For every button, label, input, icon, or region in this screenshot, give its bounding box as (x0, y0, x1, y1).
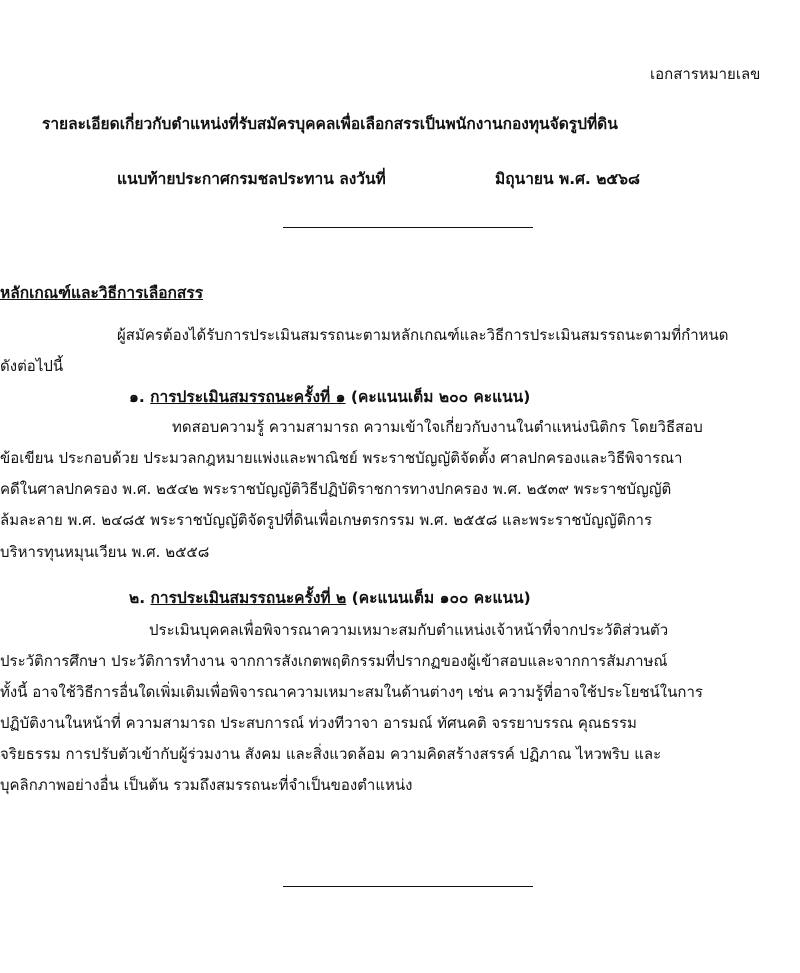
bottom-divider (283, 886, 533, 887)
item2-heading (129, 585, 531, 610)
section-heading: หลักเกณฑ์และวิธีการเลือกสรร (0, 284, 204, 302)
item2-line: ทั้งนี้ อาจใช้วิธีการอื่นใดเพิ่มเติมเพื่อพิจารณาความเหมาะสมในด้านต่างๆ เช่น ความรู้ที่อาจใช้ประโยชน์ในการ (0, 683, 703, 701)
document-number-label: เอกสารหมายเลข (650, 65, 761, 83)
intro-line: ผู้สมัครต้องได้รับการประเมินสมรรถนะตามหลักเกณฑ์และวิธีการประเมินสมรรถนะตามที่กำหนด (117, 326, 729, 344)
item2-line: บุคลิกภาพอย่างอื่น เป็นต้น รวมถึงสมรรถนะที่จำเป็นของตำแหน่ง (0, 776, 413, 794)
item1-score: (คะแนนเต็ม ๒๐๐ คะแนน) (350, 388, 531, 406)
item1-title: การประเมินสมรรถนะครั้งที่ ๑ (150, 388, 346, 406)
item1-line: ทดสอบความรู้ ความสามารถ ความเข้าใจเกี่ยวกับงานในตำแหน่งนิติกร โดยวิธีสอบ (172, 418, 703, 436)
item1-number: ๑. (129, 388, 145, 406)
intro-line: ดังต่อไปนี้ (0, 357, 64, 375)
item2-line: จริยธรรม การปรับตัวเข้ากับผู้ร่วมงาน สังคม และสิ่งแวดล้อม ความคิดสร้างสรรค์ ปฏิภาณ ไหวพริบ และ (0, 745, 662, 763)
item1-heading (129, 384, 530, 409)
item1-line: ข้อเขียน ประกอบด้วย ประมวลกฎหมายแพ่งและพาณิชย์ พระราชบัญญัติจัดตั้ง ศาลปกครองและวิธีพิจารณา (0, 449, 683, 467)
item1-line: คดีในศาลปกครอง พ.ศ. ๒๕๔๒ พระราชบัญญัติวิธีปฏิบัติราชการทางปกครอง พ.ศ. ๒๕๓๙ พระราชบัญญัติ (0, 480, 672, 498)
item2-line: ประวัติการศึกษา ประวัติการทำงาน จากการสังเกตพฤติกรรมที่ปรากฏของผู้เข้าสอบและจากการสัมภาษณ์ (0, 652, 668, 670)
item2-number: ๒. (129, 589, 146, 607)
item2-title: การประเมินสมรรถนะครั้งที่ ๒ (150, 589, 347, 607)
item2-line: ปฏิบัติงานในหน้าที่ ความสามารถ ประสบการณ์ ท่วงทีวาจา อารมณ์ ทัศนคติ จรรยาบรรณ คุณธรรม (0, 714, 637, 732)
annex-date: มิถุนายน พ.ศ. ๒๕๖๘ (495, 170, 640, 188)
annex-line: แนบท้ายประกาศกรมชลประทาน ลงวันที่ (117, 170, 386, 188)
item1-line: บริหารทุนหมุนเวียน พ.ศ. ๒๕๕๘ (0, 543, 210, 561)
item1-line: ล้มละลาย พ.ศ. ๒๔๘๕ พระราชบัญญัติจัดรูปที่ดินเพื่อเกษตรกรรม พ.ศ. ๒๕๕๘ และพระราชบัญญัติการ (0, 511, 653, 529)
item2-line: ประเมินบุคคลเพื่อพิจารณาความเหมาะสมกับตำแหน่งเจ้าหน้าที่จากประวัติส่วนตัว (149, 621, 669, 639)
item2-score: (คะแนนเต็ม ๑๐๐ คะแนน) (351, 589, 531, 607)
document-title: รายละเอียดเกี่ยวกับตำแหน่งที่รับสมัครบุคคลเพื่อเลือกสรรเป็นพนักงานกองทุนจัดรูปที่ดิน (42, 115, 618, 133)
top-divider (283, 227, 533, 228)
